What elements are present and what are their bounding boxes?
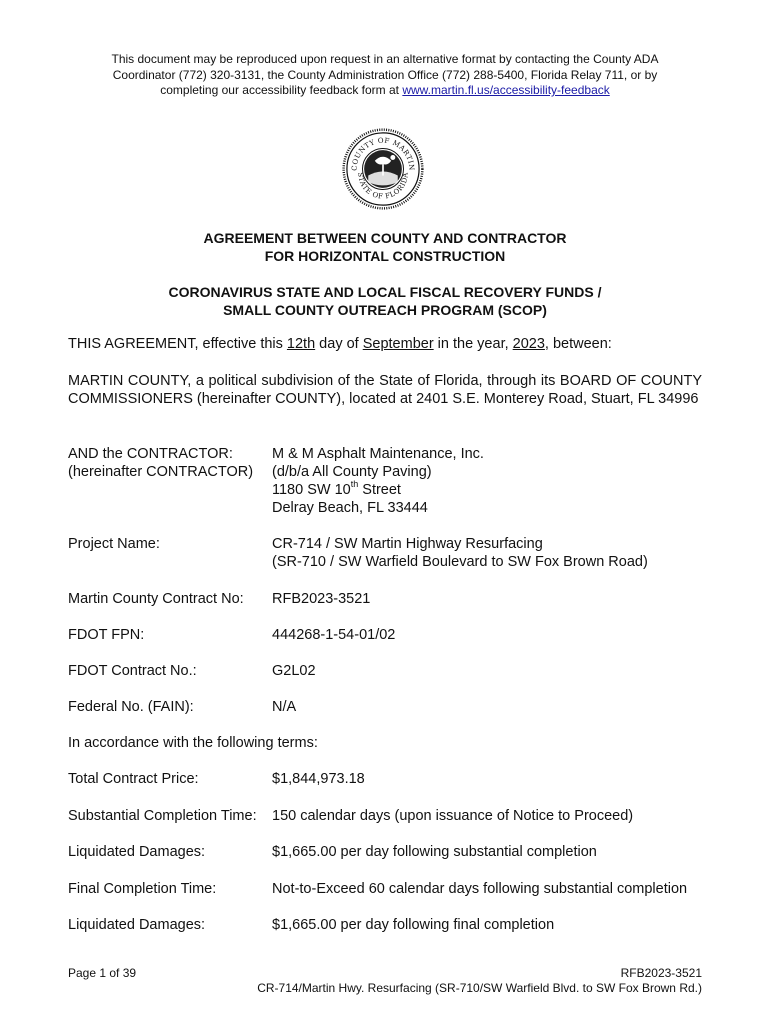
seal-emblem bbox=[364, 150, 402, 188]
contractor-label-line-1: AND the CONTRACTOR: bbox=[68, 446, 233, 462]
field-label: Federal No. (FAIN): bbox=[68, 699, 194, 715]
field-label: Martin County Contract No: bbox=[68, 591, 244, 607]
intro-text-b: day of bbox=[315, 336, 363, 352]
notice-line-3-text: completing our accessibility feedback form at bbox=[160, 83, 403, 97]
project-label: Project Name: bbox=[68, 536, 160, 552]
notice-line-1: This document may be reproduced upon request in an alternative format by contacting the County ADA bbox=[111, 52, 659, 66]
page-number: Page 1 of 39 bbox=[68, 966, 137, 980]
project-name-line-1: CR-714 / SW Martin Highway Resurfacing bbox=[272, 536, 543, 552]
intro-text-a: THIS AGREEMENT, effective this bbox=[68, 336, 287, 352]
street-name: Street bbox=[358, 482, 401, 498]
project-name-line-2: (SR-710 / SW Warfield Boulevard to SW Fox Brown Road) bbox=[272, 554, 648, 570]
term-label: Substantial Completion Time: bbox=[68, 808, 257, 824]
effective-year: 2023 bbox=[512, 336, 545, 352]
term-value: 150 calendar days (upon issuance of Notice to Proceed) bbox=[272, 808, 634, 824]
term-value: Not-to-Exceed 60 calendar days following substantial completion bbox=[272, 881, 688, 897]
street-ordinal: th bbox=[350, 479, 359, 490]
term-value: $1,844,973.18 bbox=[272, 771, 365, 787]
notice-line-3 bbox=[60, 83, 710, 99]
accessibility-notice bbox=[60, 52, 710, 99]
field-value: RFB2023-3521 bbox=[272, 591, 371, 607]
title-line-4: SMALL COUNTY OUTREACH PROGRAM (SCOP) bbox=[223, 302, 547, 318]
county-paragraph: MARTIN COUNTY, a political subdivision of the State of Florida, through its BOARD OF COUNTY COMMISSIONERS (hereinafter COUNTY), located at 2401 S.E. Monterey Road, Stuart, FL 34996 bbox=[68, 373, 702, 407]
program-title bbox=[0, 283, 770, 319]
accessibility-feedback-link[interactable]: www.martin.fl.us/accessibility-feedback bbox=[402, 83, 610, 97]
term-label: Liquidated Damages: bbox=[68, 917, 206, 933]
contractor-label-line-2: (hereinafter CONTRACTOR) bbox=[68, 464, 254, 480]
title-line-1: AGREEMENT BETWEEN COUNTY AND CONTRACTOR bbox=[203, 230, 567, 246]
intro-text-d: , between: bbox=[544, 336, 612, 352]
effective-month: September bbox=[362, 336, 434, 352]
term-label: Final Completion Time: bbox=[68, 881, 217, 897]
term-label: Liquidated Damages: bbox=[68, 844, 206, 860]
contractor-address bbox=[272, 445, 484, 517]
street-number: 1180 SW 10 bbox=[272, 482, 351, 498]
term-label: Total Contract Price: bbox=[68, 771, 199, 787]
notice-line-2: Coordinator (772) 320-3131, the County Administration Office (772) 288-5400, Florida Relay 711, or by bbox=[112, 67, 658, 82]
contractor-city: Delray Beach, FL 33444 bbox=[272, 500, 428, 516]
footer-project: CR-714/Martin Hwy. Resurfacing (SR-710/SW Warfield Blvd. to SW Fox Brown Rd.) bbox=[257, 981, 702, 995]
title-line-2: FOR HORIZONTAL CONSTRUCTION bbox=[264, 248, 506, 264]
contractor-name: M & M Asphalt Maintenance, Inc. bbox=[272, 446, 484, 462]
contractor-label bbox=[68, 445, 253, 481]
effective-day: 12th bbox=[286, 336, 316, 352]
contractor-dba: (d/b/a All County Paving) bbox=[272, 464, 432, 480]
term-value: $1,665.00 per day following final completion bbox=[272, 917, 555, 933]
field-value: G2L02 bbox=[272, 663, 316, 679]
title-line-3: CORONAVIRUS STATE AND LOCAL FISCAL RECOVERY FUNDS / bbox=[168, 284, 602, 300]
county-seal-icon bbox=[342, 128, 424, 210]
agreement-intro bbox=[68, 335, 702, 353]
project-name bbox=[272, 535, 648, 571]
agreement-title bbox=[0, 229, 770, 265]
term-value: $1,665.00 per day following substantial completion bbox=[272, 844, 597, 860]
footer-contract-no: RFB2023-3521 bbox=[620, 966, 702, 980]
footer-ref bbox=[257, 966, 702, 996]
field-label: FDOT Contract No.: bbox=[68, 663, 197, 679]
field-value: N/A bbox=[272, 699, 297, 715]
field-value: 444268-1-54-01/02 bbox=[272, 627, 396, 643]
contractor-street bbox=[272, 481, 484, 499]
field-label: FDOT FPN: bbox=[68, 627, 145, 643]
seal-text-top: COUNTY OF MARTIN bbox=[350, 136, 416, 171]
seal-text-bottom: STATE OF FLORIDA bbox=[356, 172, 410, 201]
intro-text-c: in the year, bbox=[433, 336, 513, 352]
terms-intro: In accordance with the following terms: bbox=[68, 735, 318, 751]
